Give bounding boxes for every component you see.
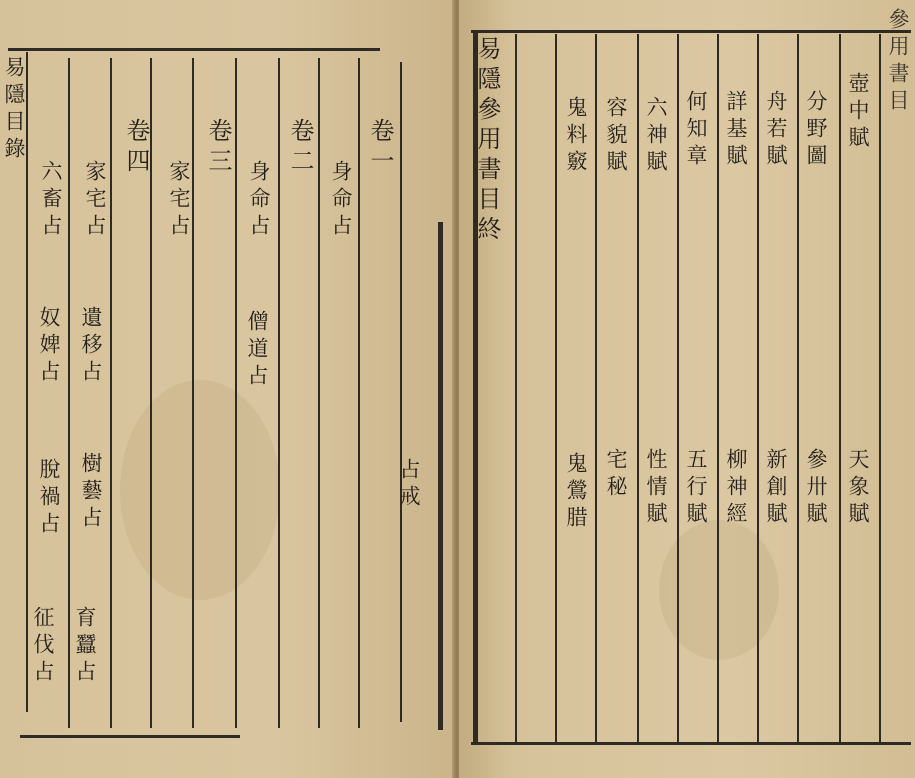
column-rule xyxy=(879,34,881,742)
book-title-entry: 詳基賦 xyxy=(724,90,748,171)
column-rule xyxy=(637,34,639,742)
toc-entry: 樹藝占 xyxy=(79,452,103,533)
toc-entry: 身命占 xyxy=(247,160,271,241)
volume-heading: 卷四 xyxy=(122,118,150,178)
volume-heading: 卷一 xyxy=(366,118,394,178)
toc-entry: 遺移占 xyxy=(79,306,103,387)
toc-entry: 征伐占 xyxy=(31,606,55,687)
book-title-entry: 性情賦 xyxy=(644,448,668,529)
book-title-entry: 柳神經 xyxy=(724,448,748,529)
toc-entry: 身命占 xyxy=(329,160,353,241)
column-rule xyxy=(717,34,719,742)
thick-margin-rule xyxy=(438,222,443,730)
book-title-entry: 天象賦 xyxy=(846,448,870,529)
book-title-entry: 鬼料竅 xyxy=(564,96,588,177)
column-rule xyxy=(839,34,841,742)
volume-heading: 卷二 xyxy=(286,118,314,178)
toc-entry: 僧道占 xyxy=(245,310,269,391)
top-border-rule xyxy=(471,30,911,33)
toc-entry: 奴婢占 xyxy=(37,306,61,387)
running-title: 易隱目錄 xyxy=(2,56,26,164)
bottom-border-rule xyxy=(471,742,911,745)
column-rule xyxy=(555,34,557,742)
toc-entry: 育蠶占 xyxy=(73,606,97,687)
toc-entry: 家宅占 xyxy=(83,160,107,241)
column-rule xyxy=(515,34,517,742)
column-rule xyxy=(757,34,759,742)
column-rule xyxy=(26,52,28,712)
column-rule xyxy=(110,58,112,728)
book-title-entry: 容貌賦 xyxy=(604,96,628,177)
book-title-entry: 參卅賦 xyxy=(804,448,828,529)
book-title-entry: 何知章 xyxy=(684,90,708,171)
left-page xyxy=(0,0,455,778)
section-header: 參用書目 xyxy=(886,8,910,116)
column-rule xyxy=(677,34,679,742)
book-title-entry: 分野圖 xyxy=(804,90,828,171)
column-rule xyxy=(278,58,280,728)
column-rule xyxy=(797,34,799,742)
toc-entry: 六畜占 xyxy=(39,160,63,241)
bottom-border-rule xyxy=(20,735,240,738)
margin-note: 占戒 xyxy=(397,458,421,512)
book-title-entry: 六神賦 xyxy=(644,96,668,177)
book-title-entry: 宅秘 xyxy=(604,448,628,502)
column-rule xyxy=(318,58,320,728)
top-border-rule xyxy=(8,48,380,51)
paper-stain xyxy=(120,380,280,600)
column-rule xyxy=(150,58,152,728)
book-title-entry: 新創賦 xyxy=(764,448,788,529)
volume-heading: 卷三 xyxy=(204,118,232,178)
book-title-entry: 五行賦 xyxy=(684,448,708,529)
column-rule xyxy=(68,58,70,728)
book-title-entry: 鬼鶯腊 xyxy=(564,452,588,533)
column-rule xyxy=(192,58,194,728)
book-title-entry: 壺中賦 xyxy=(846,72,870,153)
book-title-entry: 舟若賦 xyxy=(764,90,788,171)
right-page xyxy=(459,0,915,778)
column-rule xyxy=(595,34,597,742)
toc-entry: 脫禍占 xyxy=(37,458,61,539)
toc-entry: 家宅占 xyxy=(167,160,191,241)
column-rule xyxy=(235,58,237,728)
running-title: 易隱參用書目終 xyxy=(473,36,501,246)
column-rule xyxy=(358,58,360,728)
column-rule xyxy=(400,62,402,722)
